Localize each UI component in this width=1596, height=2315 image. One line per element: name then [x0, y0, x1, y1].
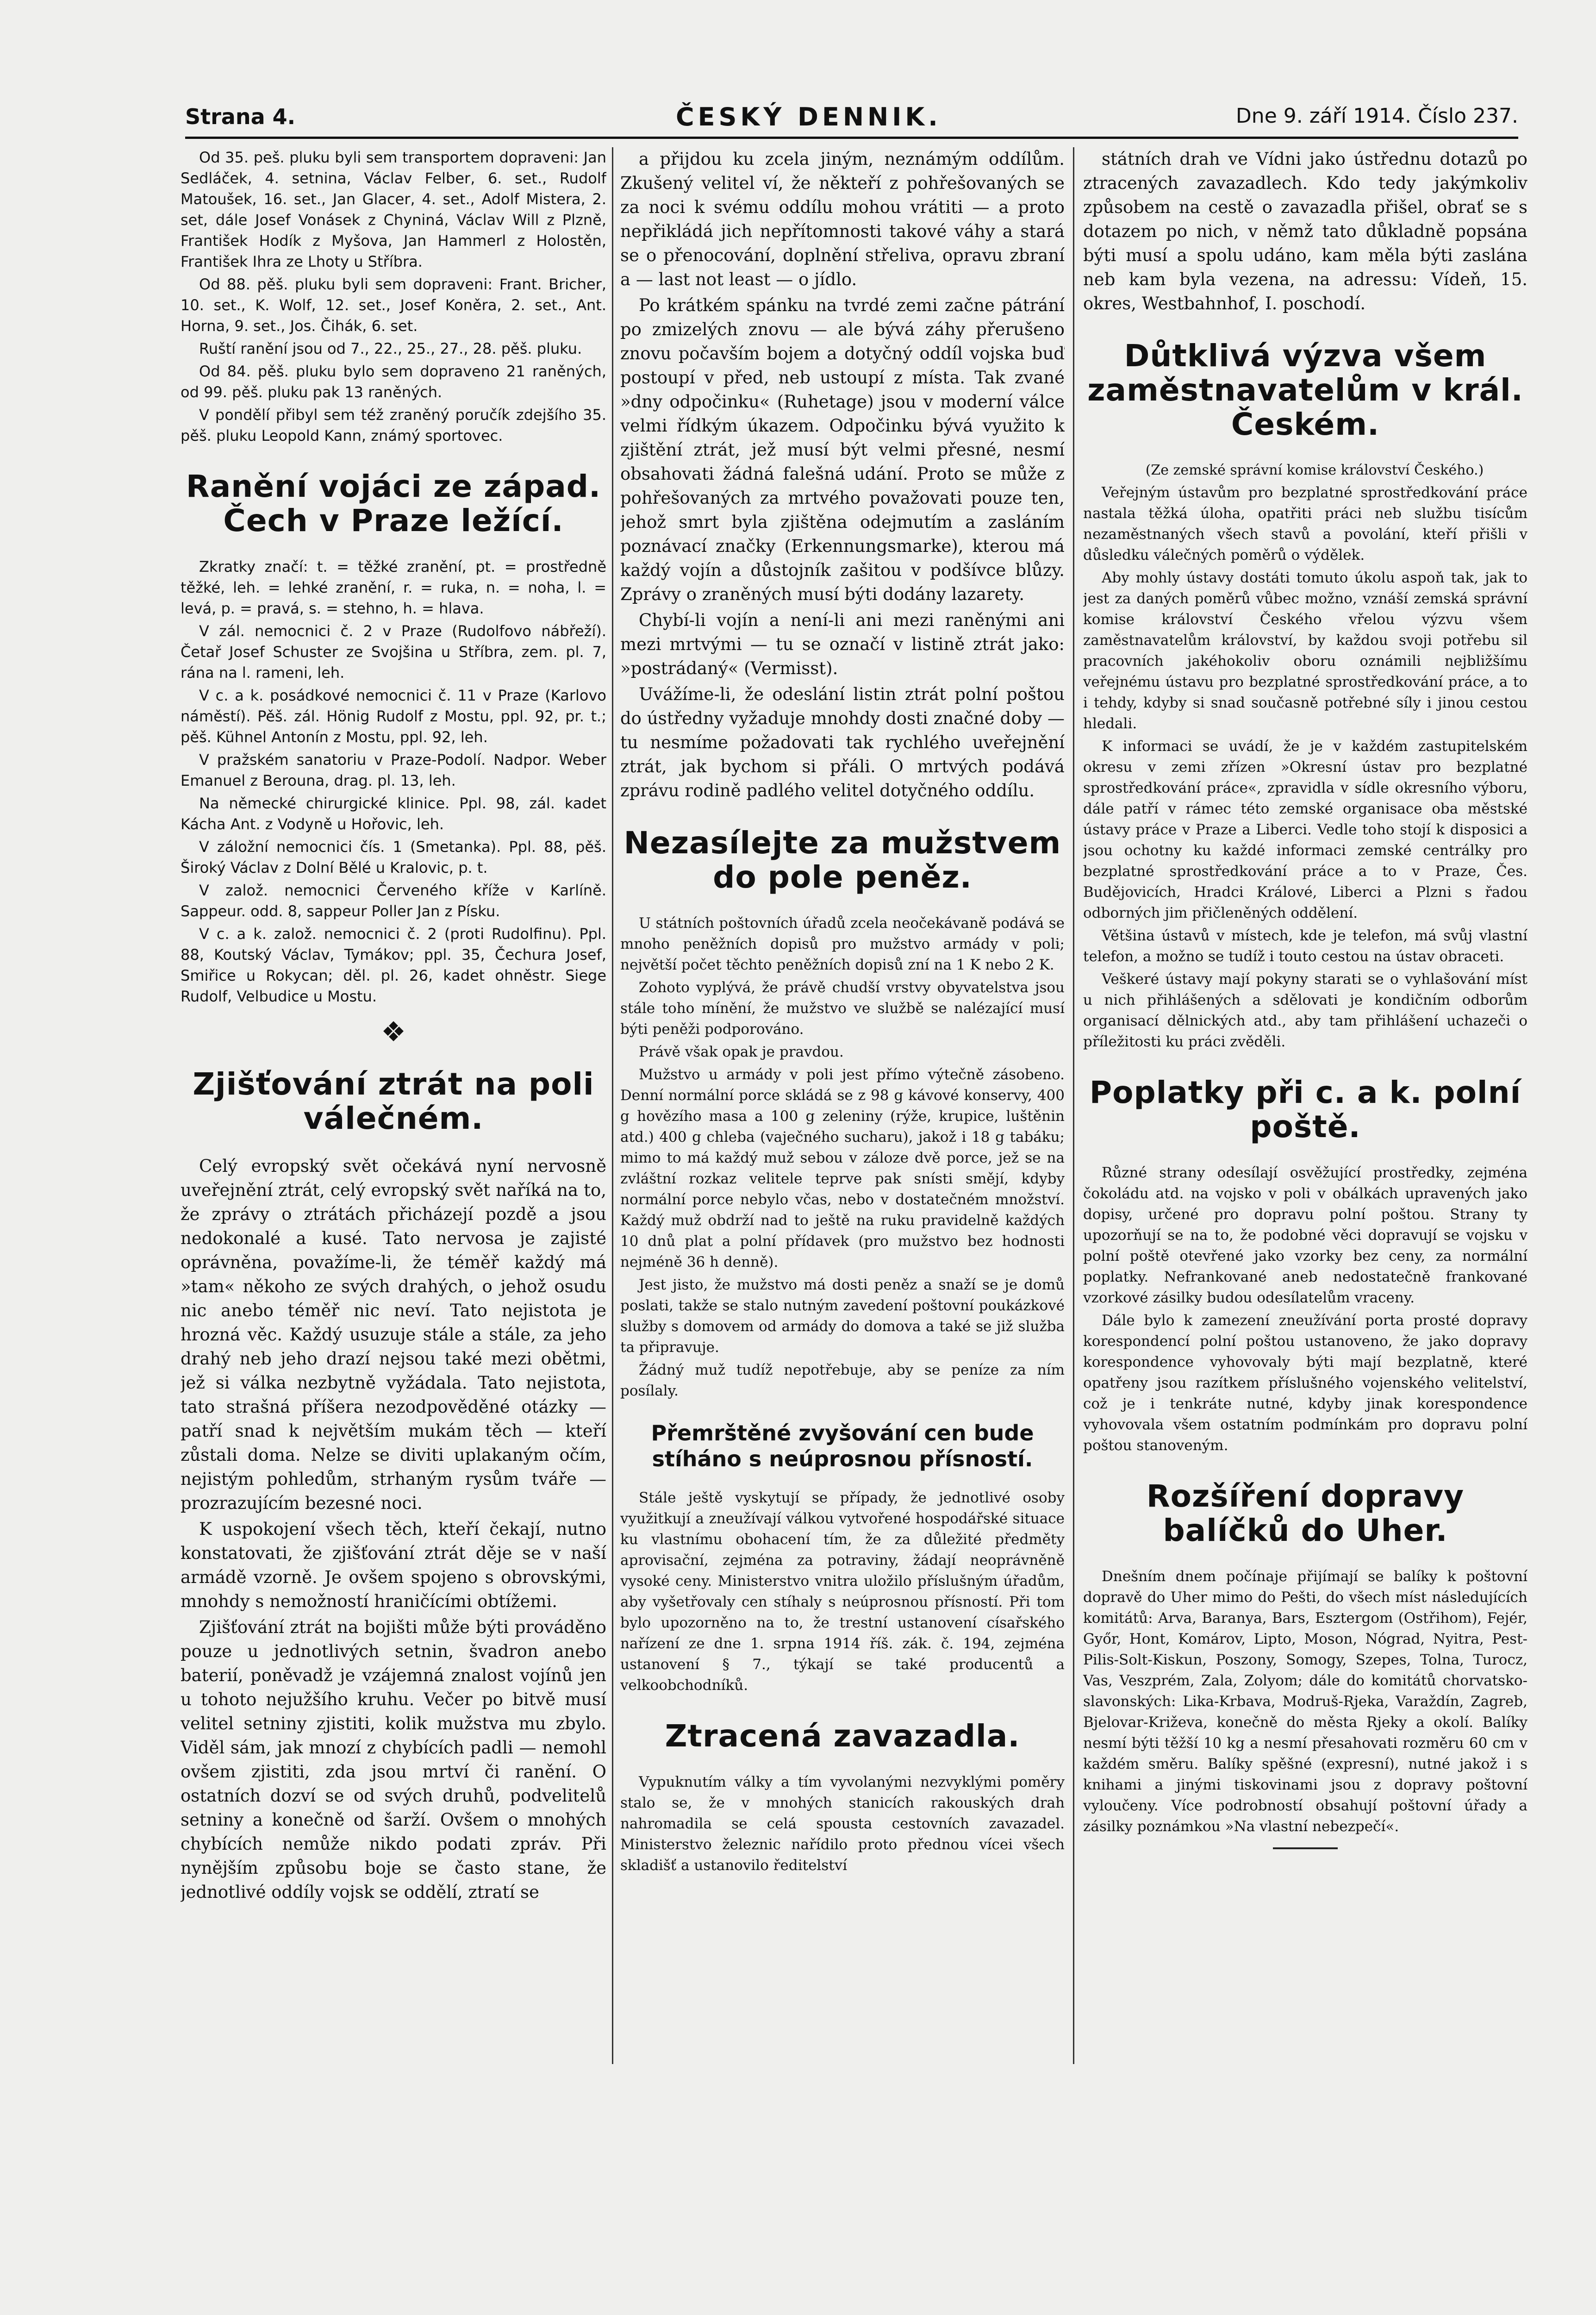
article-paragraph: Zjišťování ztrát na bojišti může býti prováděno pouze u jednotlivých setnin, švadron anebo baterií, poněvadž je vzájemná znalost vojínů jen u tohoto nejužšího kruhu. Večer po bitvě musí velitel setniny zjistiti, kolik mužstva mu zbylo. Viděl sám, jak mnozí z chybících padli — nemohl ovšem zjistiti, zda jsou mrtví či ranění. O ostatních dozví se od svých druhů, podvelitelů setniny a konečně od šarží. Ovšem o mnohých chybících nemůže nikdo podati zpráv. Při nynějším způsobu boje se často stane, že jednotlivé oddíly vojsk se oddělí, ztratí se	[181, 1617, 606, 1902]
article-paragraph: Od 84. pěš. pluku bylo sem dopraveno 21 raněných, od 99. pěš. pluku pak 13 raněných.	[181, 363, 606, 401]
hospital-entry: V záložní nemocnici čís. 1 (Smetanka). Ppl. 88, pěš. Široký Václav z Dolní Bělé u Kralovic, p. t.	[181, 838, 606, 876]
article-paragraph: Žádný muž tudíž nepotřebuje, aby se peníze za ním posílaly.	[620, 1362, 1065, 1399]
column-1	[181, 147, 606, 2212]
article-paragraph: U státních poštovních úřadů zcela neočekávaně podává se mnoho peněžních dopisů pro mužstvo armády v poli; největší počet těchto peněžních dopisů zní na 1 K nebo 2 K.	[620, 915, 1065, 973]
article-paragraph: Mužstvo u armády v poli jest přímo výtečně zásobeno. Denní normální porce skládá se z 98 g kávové konservy, 400 g hovězího masa a 100 g zeleniny (rýže, krupice, luštěnin atd.) 400 g chleba (vaječného sucharu), jakož i 18 g tabáku; mimo to má každý muž sebou v záloze dvě porce, jež se na zvláštní rozkaz velitele teprve pak snísti smějí, kdyby normální porce nebylo včas, nebo v dostatečném množství. Každý muž obdrží nad to ještě na ruku pravidelně každých 10 dnů plat a polní přídavek (pro mužstvo bez hodnosti nejméně 36 h denně).	[620, 1066, 1065, 1270]
headline-lost-luggage: Ztracená zavazadla.	[665, 1718, 1020, 1754]
column-2	[620, 147, 1065, 2212]
article-paragraph: Většina ústavů v místech, kde je telefon, má svůj vlastní telefon, a možno se tudíž i touto cestou na ústav obraceti.	[1083, 927, 1527, 965]
article-paragraph: Právě však opak je pravdou.	[639, 1044, 844, 1060]
article-paragraph: Od 35. peš. pluku byli sem transportem dopraveni: Jan Sedláček, 4. setnina, Václav Felber, 6. set., Rudolf Matoušek, 16. set., Jan Glacer, 4. set., Adolf Mistera, 2. set, dále Josef Vonásek z Chyniná, Václav Will z Plzně, František Hodík z Myšova, Jan Hammerl z Holostěn, František Ihra ze Lhoty u Stříbra.	[181, 149, 606, 270]
article-paragraph: Stále ještě vyskytují se případy, že jednotlivé osoby využitkují a zneužívají válkou vytvořené hospodářské situace ku vlastnímu obohacení tím, že za důležité předměty aprovisační, zejména za potraviny, žádají neoprávněně vysoké ceny. Ministerstvo vnitra uložilo příslušným úřadům, aby vyšetřovaly cen stíhaly s neúprosnou přísností. Při tom bylo upozorněno na to, že trestní ustanovení císařského nařízení ze dne 1. srpna 1914 říš. zák. č. 194, zejména ustanovení § 7., týkají se také producentů a velkoobchodníků.	[620, 1489, 1065, 1694]
headline-field-post-fees: Poplatky při c. a k. polní poště.	[1089, 1075, 1521, 1145]
hospital-entry: Na německé chirurgické klinice. Ppl. 98, zál. kadet Kácha Ant. z Vodyně u Hořovic, leh.	[181, 795, 606, 833]
source-note: (Ze zemské správní komise království Českého.)	[1145, 462, 1484, 478]
article-paragraph: Ruští ranění jsou od 7., 22., 25., 27., 28. pěš. pluku.	[199, 340, 582, 357]
hospital-entry: V pražském sanatoriu v Praze-Podolí. Nadpor. Weber Emanuel z Berouna, drag. pl. 13, leh.	[181, 751, 606, 789]
headline-dont-send-money: Nezasílejte za mužstvem do pole peněz.	[623, 825, 1061, 895]
article-paragraph: Dnešním dnem počínaje přijímají se balíky k poštovní dopravě do Uher mimo do Pešti, do všech míst následujících komitátů: Arva, Baranya, Bars, Esztergom (Ostřihom), Fejér, Győr, Hont, Komárov, Lipto, Moson, Nógrad, Nyitra, Pest-Pilis-Solt-Kiskun, Poszony, Somogy, Szepes, Tolna, Turocz, Vas, Veszprém, Zala, Zolyom; dále do komitátů chorvatsko-slavonských: Lika-Krbava, Modruš-Rjeka, Varaždín, Zagreb, Bjelovar-Križeva, konečně do města Rjeky a okolí. Balíky nesmí býti těžší 10 kg a nesmí přesahovati rozměru 60 cm v každém směru. Balíky spěšné (expresní), nutné jakož i s knihami a jinými tiskovinami jsou z dopravy poštovní vyloučeny. Více podrobností obsahují poštovní úřady a zásilky poznámkou »Na vlastní nebezpečí«.	[1083, 1568, 1527, 1835]
article-paragraph: Jest jisto, že mužstvo má dosti peněz a snaží se je domů poslati, takže se stalo nutným zavedení poštovní poukázkové služby s domovem od armády do domova a také se již služba ta připravuje.	[620, 1276, 1065, 1356]
article-paragraph: Dále bylo k zamezení zneužívání porta prosté dopravy korespondencí polní poštou ustanoveno, že jako dopravy korespondence vyhovovaly býti mají bezplatně, které opatřeny jsou razítkem příslušného vojenského velitelství, což je i tenkráte nutné, kdyby jinak korespondence vyhovovala všem ostatním podmínkám pro dopravu polní poštou stanoveným.	[1083, 1312, 1527, 1454]
issue-date: Dne 9. září 1914. Číslo 237.	[1235, 104, 1518, 128]
article-paragraph: Chybí-li vojín a není-li ani mezi raněnými ani mezi mrtvými — tu se označí v listině ztrát jako: »postrádaný« (Vermisst).	[620, 610, 1065, 678]
article-paragraph: K uspokojení všech těch, kteří čekají, nutno konstatovati, že zjišťování ztrát děje se v naší armádě vzorně. Je ovšem spojeno s obrovskými, mnohdy s nemožností hraničícími obtížemi.	[181, 1519, 606, 1611]
end-rule	[1273, 1847, 1338, 1849]
hospital-entry: V c. a k. založ. nemocnici č. 2 (proti Rudolfinu). Ppl. 88, Koutský Václav, Tymákov; ppl. 35, Čechura Josef, Smiřice u Rokycan; děl. pl. 26, kadet ohněstr. Siege Rudolf, Velbudice u Mostu.	[181, 925, 606, 1005]
hospital-entry: V zál. nemocnici č. 2 v Praze (Rudolfovo nábřeží). Četař Josef Schuster ze Svojšina u Stříbra, zem. pl. 7, rána na l. rameni, leh.	[181, 622, 606, 682]
article-paragraph: V pondělí přibyl sem též zraněný poručík zdejšího 35. pěš. pluku Leopold Kann, známý sportovec.	[181, 406, 606, 444]
abbreviations-note: Zkratky značí: t. = těžké zranění, pt. = prostředně těžké, leh. = lehké zranění, r. = ruka, n. = noha, l. = levá, p. = pravá, s. = stehno, h. = hlava.	[181, 558, 606, 617]
column-3	[1083, 147, 1527, 2212]
article-paragraph: a přijdou ku zcela jiným, neznámým oddílům. Zkušený velitel ví, že někteří z pohřešovaných se za noci k svému oddílu mohou vrátiti — a proto nepřikládá jich nepřítomnosti takové váhy a stará se o přenocování, doplnění střeliva, opravu zbraní a — last not least — o jídlo.	[620, 149, 1065, 289]
headline-wounded-soldiers: Ranění vojáci ze západ. Čech v Praze ležící.	[186, 469, 601, 538]
column-divider	[1073, 147, 1074, 2064]
article-paragraph: Aby mohly ústavy dostáti tomuto úkolu aspoň tak, jak to jest za daných poměrů vůbec možno, vznáší zemská správní komise království Českého vřelou výzvu všem zaměstnavatelům království, by každou svoji potřebu sil pracovních jakéhokoliv oboru oznámili nejbližšímu veřejnému ústavu pro bezplatné sprostředkování práce, a to i tehdy, kdyby si snad současně potřebné síly i jinou cestou hledali.	[1083, 569, 1527, 732]
article-paragraph: Veřejným ústavům pro bezplatné sprostředkování práce nastala těžká úloha, opatřiti práci neb službu tisícům nezaměstnaných všech stavů a povolání, kteří přišli v důsledku válečných poměrů o výdělek.	[1083, 484, 1527, 563]
headline-appeal-employers: Důtklivá výzva všem zaměstnavatelům v král. Českém.	[1087, 338, 1523, 442]
article-paragraph: Po krátkém spánku na tvrdé zemi začne pátrání po zmizelých znovu — ale bývá záhy přerušeno znovu počavším bojem a dotyčný oddíl vojska buď postoupí v před, neb ustoupí z místa. Tak zvané »dny odpočinku« (Ruhetage) jsou v moderní válce velmi řídkým úkazem. Odpočinku bývá využito k zjištění ztrát, jež musí být velmi přesné, nesmí obsahovati žádná falešná udání. Proto se může z pohřešovaných za mrtvého považovati pouze ten, jehož smrt byla zjištěna odejmutím a zasláním poznávací značky (Erkennungsmarke), kterou má každý vojín a důstojník zašitou v podšívce blůzy. Zprávy o zraněných musí býti dodány lazarety.	[620, 295, 1065, 604]
article-paragraph: Uvážíme-li, že odeslání listin ztrát polní poštou do ústředny vyžaduje mnohdy dosti značné doby — tu nesmíme požadovati tak rychlého uveřejnění ztrát, jak bychom si přáli. O mrtvých podává zprávu rodině padlého velitel dotyčného oddílu.	[620, 684, 1065, 801]
hospital-entry: V založ. nemocnici Červeného kříže v Karlíně. Sappeur. odd. 8, sappeur Poller Jan z Písku.	[181, 882, 606, 920]
headline-casualty-reporting: Zjišťování ztrát na poli válečném.	[193, 1066, 594, 1136]
page-number: Strana 4.	[185, 104, 296, 129]
headline-parcel-service-hungary: Rozšíření dopravy balíčků do Uher.	[1146, 1478, 1465, 1548]
headline-price-gouging: Přemrštěné zvyšování cen bude stíháno s neúprosnou přísností.	[651, 1420, 1034, 1471]
page-header	[185, 104, 1518, 139]
column-divider	[612, 147, 613, 2064]
article-paragraph: Veškeré ústavy mají pokyny starati se o vyhlašování míst u nich přihlášených a sdělovati je kondičním odborům organisací dělnických atd., aby tam přihlášení uchazeči o příležitosti ku práci zvěděli.	[1083, 971, 1527, 1050]
hospital-entry: V c. a k. posádkové nemocnici č. 11 v Praze (Karlovo náměstí). Pěš. zál. Hönig Rudolf z Mostu, ppl. 92, pr. t.; pěš. Kühnel Antonín z Mostu, ppl. 92, leh.	[181, 687, 606, 746]
article-paragraph: K informaci se uvádí, že je v každém zastupitelském okresu v zemi zřízen »Okresní ústav pro bezplatné sprostředkování práce«, zpravidla v sídle okresního výboru, dále patří v rámec této zemské organisace oba městské ústavy práce v Praze a Liberci. Vedle toho stojí k disposici a jsou ochotny ku každé informaci zemské centrálky pro bezplatné sprostředkování práce a to v Praze, Čes. Budějovicích, Hradci Králové, Liberci a Plzni s řadou odborných jim přičleněných oddělení.	[1083, 738, 1527, 921]
masthead-title: ČESKÝ DENNIK.	[676, 102, 941, 131]
article-paragraph: Vypuknutím války a tím vyvolanými nezvyklými poměry stalo se, že v mnohých stanicích rakouských drah nahromadila se celá spousta cestovních zavazadel. Ministerstvo železnic nařídilo proto přednou vícei všech skladišť a ustanovilo ředitelství	[620, 1774, 1065, 1874]
ornament-divider: ❖	[381, 1016, 406, 1048]
article-paragraph: Různé strany odesílají osvěžující prostředky, zejména čokoládu atd. na vojsko v poli v obálkách upravených jako dopisy, určené pro dopravu polní poštou. Strany ty upozorňují se na to, že podobné věci dopravují se vojsku v polní poště otevřené jako vzorky bez ceny, za normální poplatky. Nefrankované aneb nedostatečně frankované vzorkové zásilky budou odesílatelům vraceny.	[1083, 1164, 1527, 1306]
article-paragraph: Od 88. pěš. pluku byli sem dopraveni: Frant. Bricher, 10. set., K. Wolf, 12. set., Josef Koněra, 2. set., Ant. Horna, 9. set., Jos. Čihák, 6. set.	[181, 275, 606, 335]
article-paragraph: Celý evropský svět očekává nyní nervosně uveřejnění ztrát, celý evropský svět naříká na to, že zprávy o ztrátách přicházejí pozdě a jsou nedokonalé a kusé. Tato nervosa je zajisté oprávněna, považíme-li, že téměř každý má »tam« někoho ze svých drahých, o jehož osudu nic anebo téměř nic neví. Tato nejistota je hrozná věc. Každý usuzuje stále a stále, za jeho drahý neb jeho drazí nejsou také mezi obětmi, jež si válka nezbytně vyžádala. Tato nejistota, tato strašná příšera nezodpověděné otázky — patří snad k největším mukám těch — kteří zůstali doma. Nelze se diviti uplakaným očím, nejistým pohledům, strhaným rysům tváře — prozrazujícím bezesné noci.	[181, 1156, 606, 1513]
article-paragraph: Zohoto vyplývá, že právě chudší vrstvy obyvatelstva jsou stále toho mínění, že mužstvo ve službě se nalézající musí býti peněži podporováno.	[620, 979, 1065, 1038]
article-paragraph: státních drah ve Vídni jako ústřednu dotazů po ztracených zavazadlech. Kdo tedy jakýmkoliv způsobem na cestě o zavazadla přišel, obrať se s dotazem po nich, v němž tato důkladně popsána býti musí a spolu udáno, kam měla býti zaslána neb kam byla vezena, na adressu: Vídeň, 15. okres, Westbahnhof, I. poschodí.	[1083, 149, 1527, 313]
